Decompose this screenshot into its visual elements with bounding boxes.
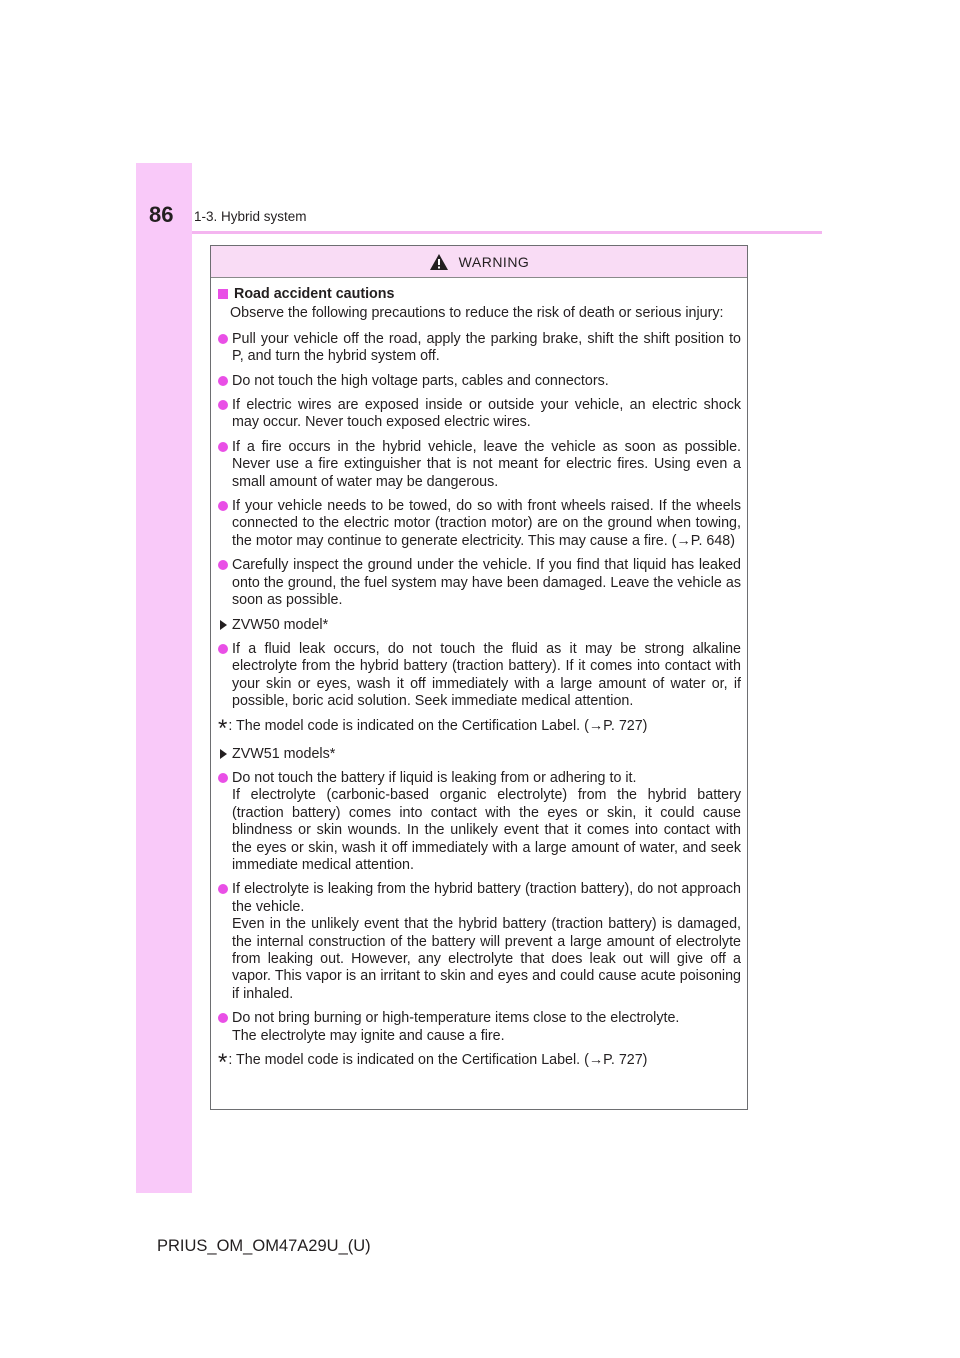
- list-item: If a fire occurs in the hybrid vehicle, leave the vehicle as soon as possible. Never use a fire extinguisher that is not meant for electric fires. Using even a small amount of water may be dangerous.: [218, 439, 741, 491]
- chapter-side-band: [136, 163, 192, 1193]
- list-item: Do not touch the high voltage parts, cables and connectors.: [218, 373, 741, 390]
- circle-bullet-icon: [218, 376, 228, 386]
- model-subheading: ZVW51 models*: [218, 746, 741, 763]
- page-number: 86: [149, 202, 174, 227]
- list-item: Do not bring burning or high-temperature items close to the electrolyte. The electrolyte may ignite and cause a fire.: [218, 1010, 741, 1045]
- circle-bullet-icon: [218, 442, 228, 452]
- warning-body: [211, 278, 747, 1077]
- list-item: Pull your vehicle off the road, apply the parking brake, shift the shift position to P, and turn the hybrid system off.: [218, 331, 741, 366]
- circle-bullet-icon: [218, 560, 228, 570]
- list-item: Do not touch the battery if liquid is leaking from or adhering to it. If electrolyte (carbonic-based organic electrolyte) from the hybrid battery (traction battery) comes into contact with the eyes or skin, it could cause blindness or skin wounds. In the unlikely event that it comes into contact with the eyes or skin, wash it off immediately with a large amount of water, and seek immediate medical attention.: [218, 770, 741, 874]
- section-title: 1-3. Hybrid system: [194, 209, 307, 224]
- section-heading: [218, 286, 741, 303]
- triangle-arrow-icon: [220, 620, 227, 630]
- warning-triangle-icon: [429, 253, 449, 271]
- intro-text: Observe the following precautions to reduce the risk of death or serious injury:: [230, 305, 724, 322]
- header-rule: [192, 231, 822, 234]
- list-item: If electric wires are exposed inside or outside your vehicle, an electric shock may occur. Never touch exposed electric wires.: [218, 397, 741, 432]
- document-code: PRIUS_OM_OM47A29U_(U): [157, 1237, 371, 1255]
- list-item: If electrolyte is leaking from the hybrid battery (traction battery), do not approach the vehicle. Even in the unlikely event that the hybrid battery (traction battery) is damaged, the internal construction of the battery will prevent a large amount of electrolyte from leaking out. However, any electrolyte that does leak out will give off a vapor. This vapor is an irritant to skin and eyes and could cause acute poisoning if inhaled.: [218, 881, 741, 1003]
- warning-title: WARNING: [458, 253, 530, 270]
- circle-bullet-icon: [218, 773, 228, 783]
- circle-bullet-icon: [218, 884, 228, 894]
- circle-bullet-icon: [218, 501, 228, 511]
- footnote: * : The model code is indicated on the Certification Label. (→P. 727): [218, 714, 648, 742]
- warning-header: [211, 246, 747, 278]
- triangle-arrow-icon: [220, 749, 227, 759]
- footnote: * : The model code is indicated on the Certification Label. (→P. 727): [218, 1049, 648, 1077]
- square-bullet-icon: [218, 289, 228, 299]
- asterisk-icon: *: [218, 714, 228, 742]
- model-subheading: ZVW50 model*: [218, 617, 741, 634]
- list-item: Carefully inspect the ground under the vehicle. If you find that liquid has leaked onto the ground, the fuel system may have been damaged. Leave the vehicle as soon as possible.: [218, 557, 741, 609]
- circle-bullet-icon: [218, 1013, 228, 1023]
- circle-bullet-icon: [218, 334, 228, 344]
- circle-bullet-icon: [218, 400, 228, 410]
- circle-bullet-icon: [218, 644, 228, 654]
- heading-text: Road accident cautions: [234, 286, 395, 302]
- list-item: If your vehicle needs to be towed, do so with front wheels raised. If the wheels connected to the electric motor (traction motor) are on the ground when towing, the motor may continue to generate electricity. This may cause a fire. (→P. 648): [218, 498, 741, 550]
- list-item: If a fluid leak occurs, do not touch the fluid as it may be strong alkaline electrolyte from the hybrid battery (traction battery). If it comes into contact with your skin or eyes, wash it off immediately with a large amount of water or, if possible, boric acid solution. Seek immediate medical attention.: [218, 641, 741, 711]
- warning-box: [210, 245, 748, 1110]
- asterisk-icon: *: [218, 1049, 228, 1077]
